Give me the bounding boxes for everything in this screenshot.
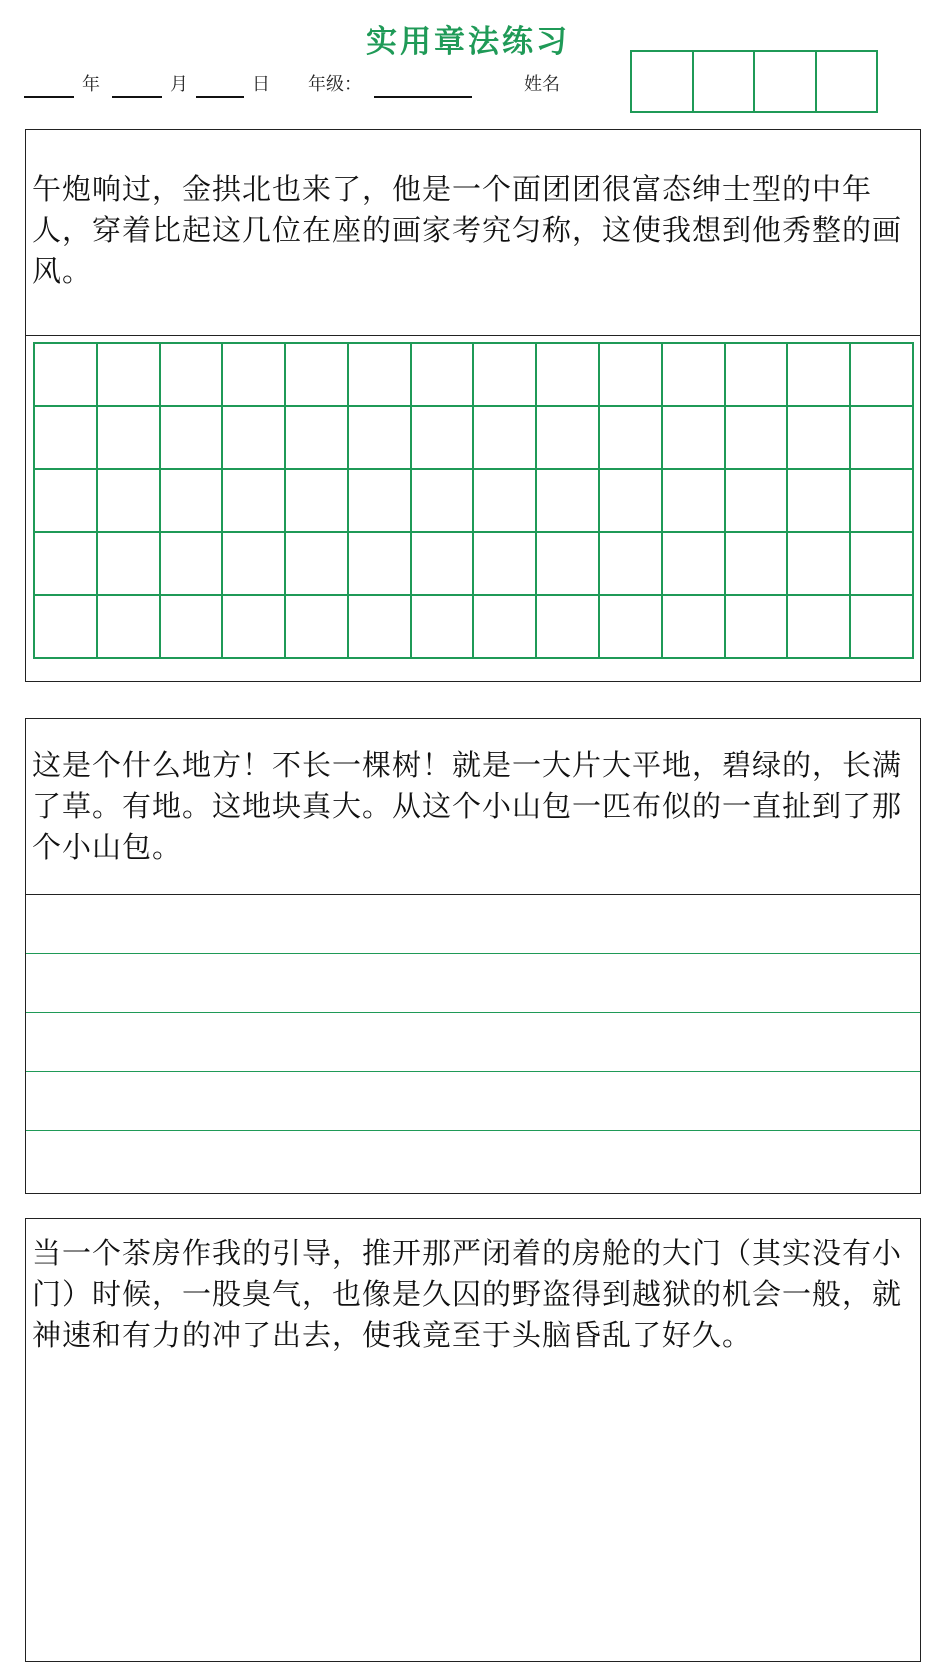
grid-cell[interactable] xyxy=(161,407,224,470)
grid-cell[interactable] xyxy=(726,407,789,470)
section-divider xyxy=(26,894,920,895)
grid-cell[interactable] xyxy=(788,344,851,407)
grade-label: 年级： xyxy=(308,74,362,95)
grid-cell[interactable] xyxy=(286,407,349,470)
grid-cell[interactable] xyxy=(788,533,851,596)
grid-cell[interactable] xyxy=(474,533,537,596)
grid-cell[interactable] xyxy=(98,407,161,470)
grid-cell[interactable] xyxy=(35,533,98,596)
grid-cell[interactable] xyxy=(223,407,286,470)
grid-cell[interactable] xyxy=(788,596,851,659)
grid-cell[interactable] xyxy=(223,344,286,407)
grid-cell[interactable] xyxy=(161,344,224,407)
grid-cell[interactable] xyxy=(35,470,98,533)
name-box[interactable] xyxy=(632,52,694,111)
grid-cell[interactable] xyxy=(223,533,286,596)
grid-cell[interactable] xyxy=(412,407,475,470)
grid-cell[interactable] xyxy=(98,470,161,533)
grid-cell[interactable] xyxy=(349,596,412,659)
section-divider xyxy=(26,335,920,336)
grid-cell[interactable] xyxy=(851,407,914,470)
grid-cell[interactable] xyxy=(663,407,726,470)
grid-cell[interactable] xyxy=(600,533,663,596)
grid-cell[interactable] xyxy=(663,596,726,659)
grid-cell[interactable] xyxy=(349,407,412,470)
worksheet-title: 实用章法练习 xyxy=(366,24,570,60)
passage-text-1: 午炮响过，金拱北也来了，他是一个面团团很富态绅士型的中年人，穿着比起这几位在座的画家考究匀称，这使我想到他秀整的画风。 xyxy=(32,172,903,288)
grid-cell[interactable] xyxy=(286,470,349,533)
grid-cell[interactable] xyxy=(161,533,224,596)
year-field[interactable] xyxy=(24,96,74,98)
grid-cell[interactable] xyxy=(663,344,726,407)
writing-rule xyxy=(26,1012,920,1013)
grid-cell[interactable] xyxy=(98,596,161,659)
month-label: 月 xyxy=(170,74,188,95)
passage-text-3: 当一个茶房作我的引导，推开那严闭着的房舱的大门（其实没有小门）时候，一股臭气，也像是久囚的野盗得到越狱的机会一般，就神速和有力的冲了出去，使我竟至于头脑昏乱了好久。 xyxy=(32,1236,903,1352)
grid-cell[interactable] xyxy=(788,407,851,470)
grid-cell[interactable] xyxy=(286,533,349,596)
grid-cell[interactable] xyxy=(412,344,475,407)
grid-cell[interactable] xyxy=(35,596,98,659)
grid-cell[interactable] xyxy=(600,407,663,470)
grid-cell[interactable] xyxy=(537,344,600,407)
blank-writing-area[interactable] xyxy=(26,1379,920,1659)
grid-cell[interactable] xyxy=(851,533,914,596)
grid-cell[interactable] xyxy=(663,533,726,596)
grid-cell[interactable] xyxy=(726,596,789,659)
writing-grid[interactable] xyxy=(33,342,914,659)
grid-cell[interactable] xyxy=(851,470,914,533)
name-boxes[interactable] xyxy=(630,50,878,113)
grid-cell[interactable] xyxy=(161,596,224,659)
writing-rule xyxy=(26,1130,920,1131)
grid-cell[interactable] xyxy=(474,344,537,407)
grid-cell[interactable] xyxy=(851,344,914,407)
passage-text-2: 这是个什么地方！不长一棵树！就是一大片大平地，碧绿的，长满了草。有地。这地块真大。从这个小山包一匹布似的一直扯到了那个小山包。 xyxy=(32,748,903,864)
day-field[interactable] xyxy=(196,96,244,98)
grid-cell[interactable] xyxy=(98,344,161,407)
grid-cell[interactable] xyxy=(412,470,475,533)
grid-cell[interactable] xyxy=(412,533,475,596)
practice-section-1 xyxy=(25,129,921,682)
grid-cell[interactable] xyxy=(412,596,475,659)
day-label: 日 xyxy=(252,74,270,95)
practice-section-2 xyxy=(25,718,921,1194)
grid-cell[interactable] xyxy=(349,470,412,533)
name-box[interactable] xyxy=(694,52,756,111)
grid-cell[interactable] xyxy=(286,596,349,659)
grid-cell[interactable] xyxy=(537,470,600,533)
grid-cell[interactable] xyxy=(474,596,537,659)
grid-cell[interactable] xyxy=(98,533,161,596)
grid-cell[interactable] xyxy=(223,470,286,533)
grid-cell[interactable] xyxy=(474,470,537,533)
grid-cell[interactable] xyxy=(223,596,286,659)
grid-cell[interactable] xyxy=(726,470,789,533)
grid-cell[interactable] xyxy=(537,533,600,596)
grade-field[interactable] xyxy=(374,96,472,98)
grid-cell[interactable] xyxy=(537,596,600,659)
name-box[interactable] xyxy=(817,52,877,111)
year-label: 年 xyxy=(82,74,100,95)
grid-cell[interactable] xyxy=(726,344,789,407)
grid-cell[interactable] xyxy=(663,470,726,533)
grid-cell[interactable] xyxy=(788,470,851,533)
grid-cell[interactable] xyxy=(349,533,412,596)
grid-cell[interactable] xyxy=(600,596,663,659)
writing-rule xyxy=(26,953,920,954)
grid-cell[interactable] xyxy=(537,407,600,470)
grid-cell[interactable] xyxy=(161,470,224,533)
grid-cell[interactable] xyxy=(726,533,789,596)
grid-cell[interactable] xyxy=(600,470,663,533)
name-box[interactable] xyxy=(755,52,817,111)
grid-cell[interactable] xyxy=(35,344,98,407)
grid-cell[interactable] xyxy=(35,407,98,470)
month-field[interactable] xyxy=(112,96,162,98)
grid-cell[interactable] xyxy=(600,344,663,407)
grid-cell[interactable] xyxy=(851,596,914,659)
name-label: 姓名 xyxy=(524,74,560,95)
grid-cell[interactable] xyxy=(286,344,349,407)
grid-cell[interactable] xyxy=(474,407,537,470)
practice-section-3 xyxy=(25,1218,921,1662)
grid-cell[interactable] xyxy=(349,344,412,407)
writing-rule xyxy=(26,1071,920,1072)
